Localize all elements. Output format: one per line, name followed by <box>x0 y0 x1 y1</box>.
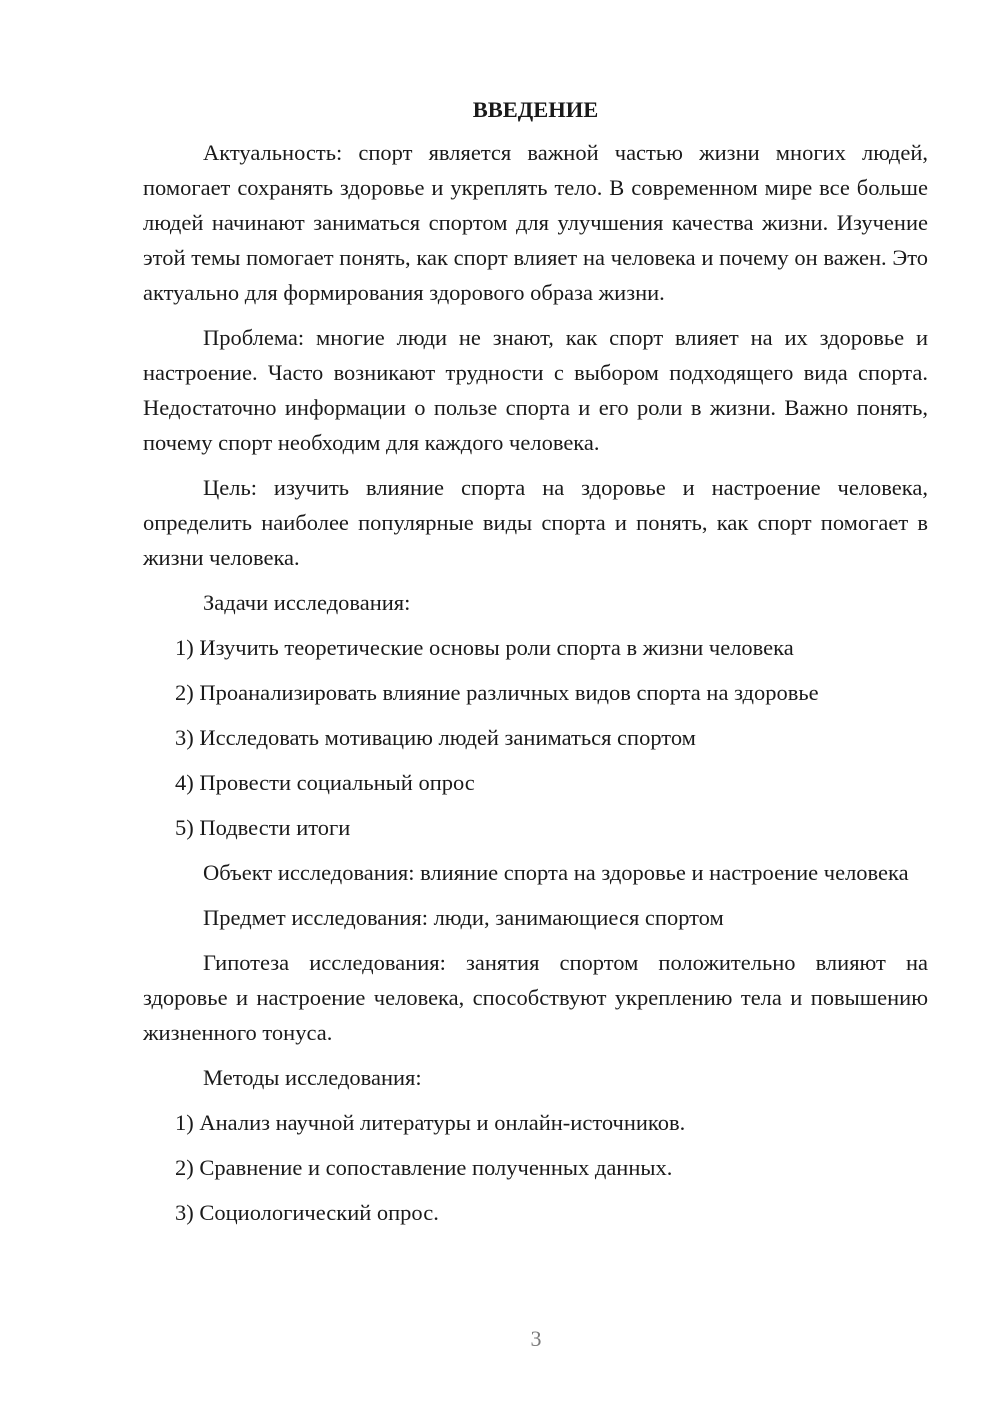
relevance-paragraph: Актуальность: спорт является важной частью жизни многих людей, помогает сохранять здоровье и укреплять тело. В современном мире все больше людей начинают заниматься спортом для улучшения качества жизни. Изучение этой темы помогает понять, как спорт влияет на человека и почему он важен. Это актуально для формирования здорового образа жизни. <box>143 140 928 305</box>
page-title: ВВЕДЕНИЕ <box>472 97 599 122</box>
document-page <box>143 92 928 1240</box>
list-item: 1) Изучить теоретические основы роли спорта в жизни человека <box>175 635 794 660</box>
list-item: 4) Провести социальный опрос <box>175 770 475 795</box>
object-paragraph: Объект исследования: влияние спорта на здоровье и настроение человека <box>203 860 909 885</box>
goal-paragraph: Цель: изучить влияние спорта на здоровье и настроение человека, определить наиболее популярные виды спорта и понять, как спорт помогает в жизни человека. <box>143 475 928 570</box>
list-item: 2) Проанализировать влияние различных видов спорта на здоровье <box>175 680 819 705</box>
subject-paragraph: Предмет исследования: люди, занимающиеся спортом <box>203 905 724 930</box>
list-item: 3) Исследовать мотивацию людей заниматься спортом <box>175 725 696 750</box>
list-item: 3) Социологический опрос. <box>175 1200 439 1225</box>
hypothesis-paragraph: Гипотеза исследования: занятия спортом положительно влияют на здоровье и настроение человека, способствуют укреплению тела и повышению жизненного тонуса. <box>143 950 928 1045</box>
methods-list <box>143 1105 928 1230</box>
page-number: 3 <box>530 1326 542 1351</box>
tasks-heading: Задачи исследования: <box>203 590 411 615</box>
list-item: 1) Анализ научной литературы и онлайн-источников. <box>175 1110 686 1135</box>
list-item: 5) Подвести итоги <box>175 815 351 840</box>
methods-heading: Методы исследования: <box>203 1065 422 1090</box>
list-item: 2) Сравнение и сопоставление полученных данных. <box>175 1155 673 1180</box>
tasks-list <box>143 630 928 845</box>
problem-paragraph: Проблема: многие люди не знают, как спорт влияет на их здоровье и настроение. Часто возникают трудности с выбором подходящего вида спорта. Недостаточно информации о пользе спорта и его роли в жизни. Важно понять, почему спорт необходим для каждого человека. <box>143 325 928 455</box>
